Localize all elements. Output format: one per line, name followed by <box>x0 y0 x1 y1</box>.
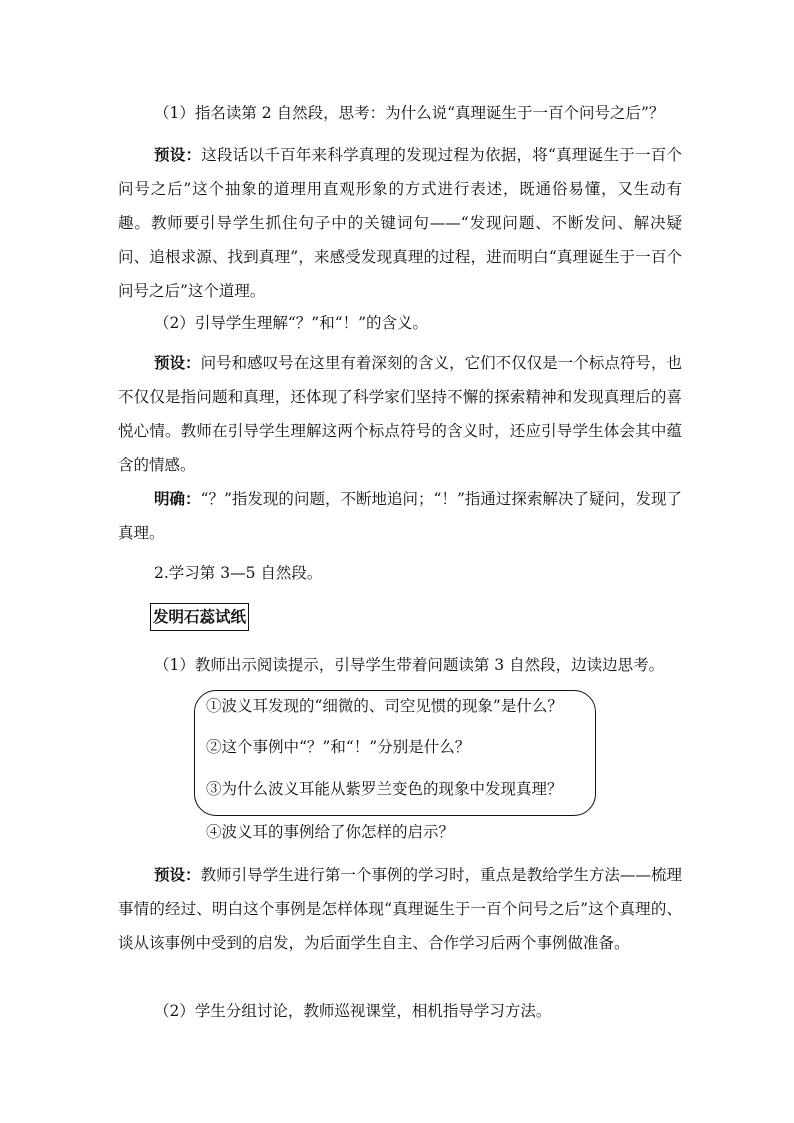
prompt-item-1: ①波义耳发现的“细微的、司空见惯的现象”是什么？ <box>206 697 563 715</box>
paragraph-question-1 <box>118 96 682 130</box>
prompt-item-2: ②这个事例中“？”和“！”分别是什么？ <box>206 738 471 756</box>
prompt-item-4: ④波义耳的事例给了你怎样的启示？ <box>206 823 455 841</box>
paragraph-reading-prompt <box>118 648 682 682</box>
clarify-text: “？”指发现的问题，不断地追问；“！”指通过探索解决了疑问，发现了真理。 <box>118 490 682 542</box>
section-title-box: 发明石蕊试纸 <box>150 603 249 631</box>
preset-label: 预设： <box>154 353 201 372</box>
paragraph-preset-3 <box>118 858 682 960</box>
preset-label: 预设： <box>154 145 202 164</box>
paragraph-text: （2）引导学生理解“？”和“！”的含义。 <box>154 314 429 332</box>
paragraph-question-2 <box>118 306 682 340</box>
paragraph-group-discussion <box>118 994 682 1028</box>
preset-text: 这段话以千百年来科学真理的发现过程为依据，将“真理诞生于一百个问号之后”这个抽象的道理用直观形象的方式进行表述，既通俗易懂，又生动有趣。教师要引导学生抓住句子中的关键词句——“发现问题、不断发问、解决疑问、追根求源、找到真理”，来感受发现真理的过程，进而明白“真理诞生于一百个问号之后”这个道理。 <box>118 146 682 300</box>
paragraph-preset-1 <box>118 138 682 308</box>
paragraph-text: （1）教师出示阅读提示，引导学生带着问题读第 3 自然段，边读边思考。 <box>154 656 665 674</box>
preset-text: 问号和感叹号在这里有着深刻的含义，它们不仅仅是一个标点符号，也不仅仅是指问题和真理，还体现了科学家们坚持不懈的探索精神和发现真理后的喜悦心情。教师在引导学生理解这两个标点符号的含义时，还应引导学生体会其中蕴含的情感。 <box>118 354 682 474</box>
preset-label: 预设： <box>154 865 201 884</box>
paragraph-preset-2 <box>118 346 682 482</box>
paragraph-text: 2.学习第 3—5 自然段。 <box>154 564 323 582</box>
paragraph-step-2 <box>118 556 682 590</box>
preset-text: 教师引导学生进行第一个事例的学习时，重点是教给学生方法——梳理事情的经过、明白这个事例是怎样体现“真理诞生于一百个问号之后”这个真理的、谈从该事例中受到的启发，为后面学生自主、合作学习后两个事例做准备。 <box>118 866 682 952</box>
paragraph-text: （1）指名读第 2 自然段，思考：为什么说“真理诞生于一百个问号之后”？ <box>154 104 665 122</box>
clarify-label: 明确： <box>154 489 201 508</box>
paragraph-clarify <box>118 482 682 550</box>
prompt-item-3: ③为什么波义耳能从紫罗兰变色的现象中发现真理？ <box>206 780 563 798</box>
paragraph-text: （2）学生分组讨论，教师巡视课堂，相机指导学习方法。 <box>154 1002 552 1020</box>
